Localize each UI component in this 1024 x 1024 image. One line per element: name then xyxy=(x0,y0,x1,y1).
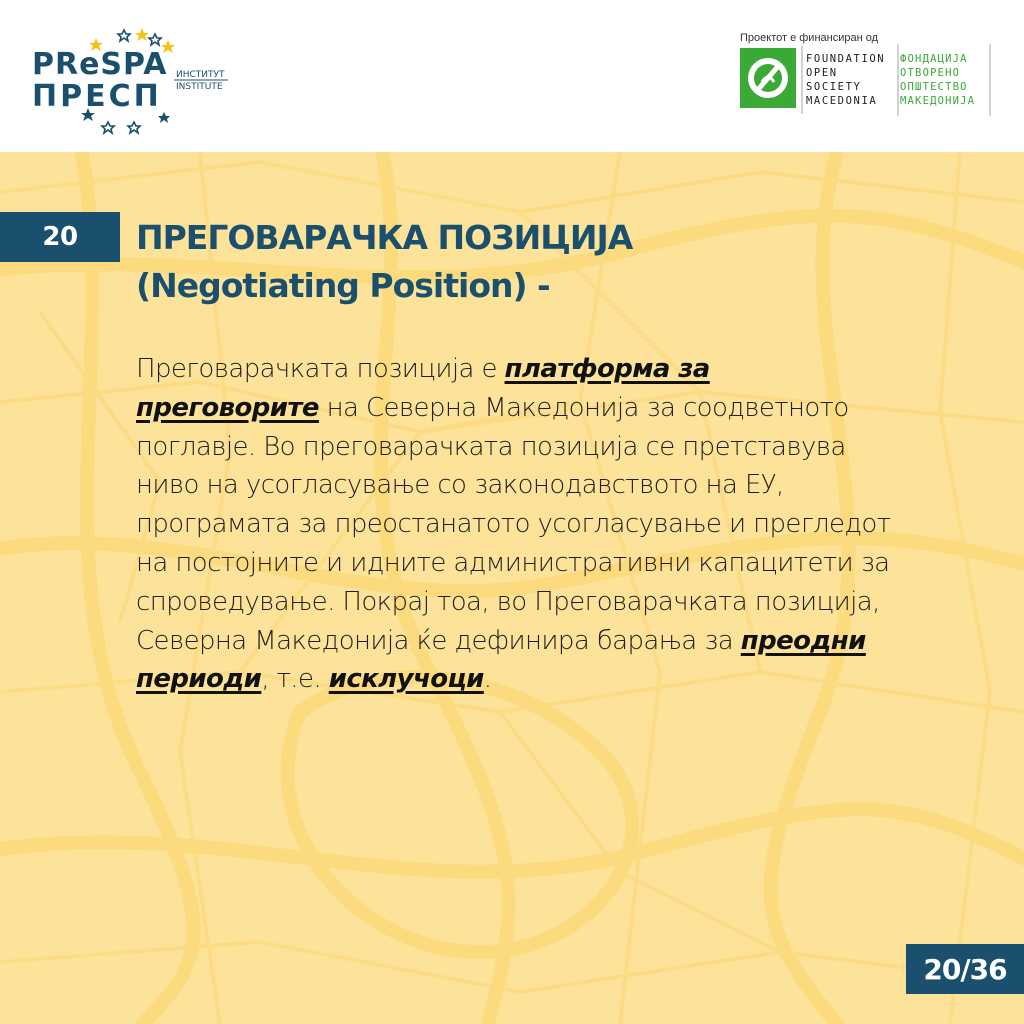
logo-line-1: PReSPA xyxy=(32,47,168,82)
en-line-2: OPEN xyxy=(806,67,838,79)
en-line-3: SOCIETY xyxy=(806,81,862,93)
page-counter: 20/36 xyxy=(906,944,1024,994)
header xyxy=(0,0,1024,152)
title-line-1: ПРЕГОВАРАЧКА ПОЗИЦИЈА xyxy=(136,218,633,257)
body-text-4: . xyxy=(483,664,492,695)
funding-caption: Проектот е финансиран од xyxy=(740,32,879,44)
en-line-1: FOUNDATION xyxy=(806,53,886,65)
logo-word-1: ИНСТИТУТ xyxy=(176,70,225,80)
title-line-2: (Negotiating Position) - xyxy=(136,266,550,305)
open-society-foundation-logo xyxy=(738,44,998,120)
emphasis-exceptions: исклучоци xyxy=(328,664,484,695)
mk-line-3: ОПШТЕСТВО xyxy=(900,81,968,93)
mk-line-1: ФОНДАЦИЈА xyxy=(900,53,968,65)
section-number-badge: 20 xyxy=(0,212,120,262)
logo-line-2: ПРЕСП xyxy=(32,79,162,114)
body-text-1: Преговарачката позиција е xyxy=(136,354,505,384)
logo-word-2: INSTITUTE xyxy=(176,82,223,92)
body-text-3: , т.е. xyxy=(261,664,329,695)
section-title xyxy=(136,214,956,310)
mk-line-2: ОТВОРЕНО xyxy=(900,67,961,79)
body-text-2: на Северна Македонија за соодветното поглавје. Во преговарачката позиција се претставува ниво на усогласување со законодавството на ЕУ, програмата за преостанатото усогласување и прегледот на постојните и идните административни капацитети за спроведување. Покрај тоа, во Преговарачката позиција, Северна Македонија ќе дефинира барања за xyxy=(136,392,891,656)
en-line-4: MACEDONIA xyxy=(806,95,878,107)
emphasis-transition-periods: преодни периоди xyxy=(136,625,866,695)
definition-paragraph xyxy=(136,350,896,699)
prespa-institute-logo xyxy=(28,26,238,136)
emphasis-platform: платформа за преговорите xyxy=(136,354,710,423)
mk-line-4: МАКЕДОНИЈА xyxy=(900,95,976,107)
